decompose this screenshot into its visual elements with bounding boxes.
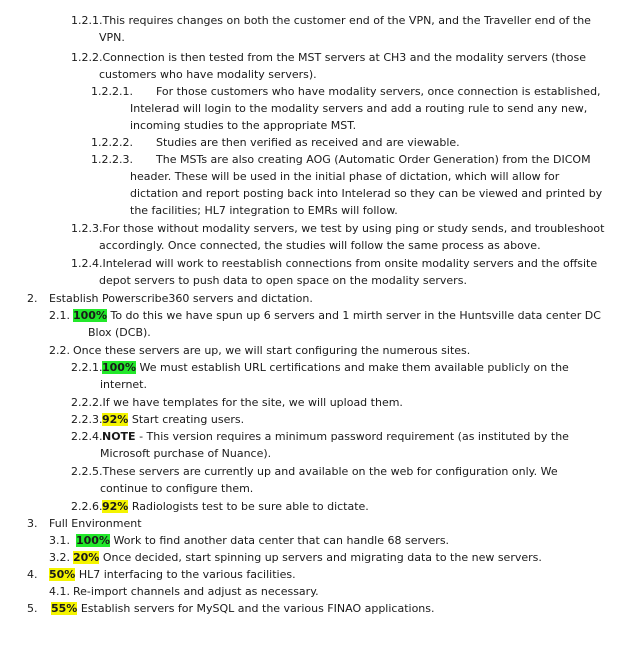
item-number: 1.2.2.2. (91, 136, 133, 149)
item-text-line: continue to configure them. (100, 482, 254, 495)
list-item-2-2-5 (71, 463, 558, 497)
item-text-line: header. These will be used in the initial phase of dictation, which will allow for (130, 170, 560, 183)
list-item-1-2-2-1 (91, 83, 601, 134)
item-text-line: VPN. (99, 31, 125, 44)
item-number: 1.2.2. (71, 51, 103, 64)
item-number: 2.2.5. (71, 465, 103, 478)
list-item-2-1 (49, 307, 601, 341)
progress-badge: 92% (102, 413, 129, 426)
item-number: 2.2.6. (71, 500, 103, 513)
progress-badge: 92% (102, 500, 129, 513)
list-item-1-2-2 (71, 49, 586, 83)
item-text-line: These servers are currently up and available on the web for configuration only. We (102, 465, 558, 478)
item-text-line: accordingly. Once connected, the studies will follow the same process as above. (99, 239, 541, 252)
list-item-1-2-2-3 (91, 151, 602, 219)
progress-badge: 20% (73, 551, 100, 564)
item-text-line: Once decided, start spinning up servers and migrating data to the new servers. (102, 551, 542, 564)
item-text-line: HL7 interfacing to the various facilities. (78, 568, 296, 581)
item-text-line: This requires changes on both the customer end of the VPN, and the Traveller end of the (102, 14, 591, 27)
note-label: NOTE (102, 430, 136, 443)
list-item-1-2-3 (71, 220, 604, 254)
list-item-1-2-4 (71, 255, 597, 289)
item-number: 3. (27, 517, 38, 530)
item-text-line: Blox (DCB). (88, 326, 151, 339)
item-text-line: For those without modality servers, we test by using ping or study sends, and troubleshoot (102, 222, 605, 235)
item-text-line: Establish Powerscribe360 servers and dictation. (49, 292, 313, 305)
item-number: 2.2.4. (71, 430, 103, 443)
list-item-2 (27, 290, 313, 307)
item-number: 2.2. (49, 344, 70, 357)
item-text-line: Microsoft purchase of Nuance). (100, 447, 272, 460)
item-number: 2.2.1. (71, 361, 103, 374)
list-item-2-2-4 (71, 428, 569, 462)
item-number: 3.1. (49, 534, 70, 547)
item-text-line: We must establish URL certifications and make them available publicly on the (139, 361, 569, 374)
item-number: 2. (27, 292, 38, 305)
item-text-line: depot servers to push data to open space on the modality servers. (99, 274, 467, 287)
item-text-line: The MSTs are also creating AOG (Automatic Order Generation) from the DICOM (156, 153, 591, 166)
list-item-2-2-1 (71, 359, 569, 393)
list-item-4 (27, 566, 296, 583)
item-text-line: dictation and report posting back into Intelerad so they can be viewed and printed by (130, 187, 603, 200)
item-text-line: To do this we have spun up 6 servers and 1 mirth server in the Huntsville data center DC (110, 309, 601, 322)
progress-badge: 55% (51, 602, 78, 615)
progress-badge: 100% (76, 534, 110, 547)
item-text-line: the facilities; HL7 integration to EMRs will follow. (130, 204, 398, 217)
item-number: 2.2.3. (71, 413, 103, 426)
item-number: 1.2.4. (71, 257, 103, 270)
list-item-5 (27, 600, 435, 617)
progress-badge: 100% (102, 361, 136, 374)
item-text-line: Re-import channels and adjust as necessary. (73, 585, 319, 598)
item-number: 3.2. (49, 551, 70, 564)
item-text-line: For those customers who have modality servers, once connection is established, (156, 85, 601, 98)
item-text-line: - This version requires a minimum password requirement (as instituted by the (139, 430, 569, 443)
list-item-2-2 (49, 342, 470, 359)
item-text-line: If we have templates for the site, we will upload them. (102, 396, 403, 409)
item-text-line: Work to find another data center that can handle 68 servers. (113, 534, 450, 547)
list-item-1-2-1 (71, 12, 591, 46)
list-item-1-2-2-2 (91, 134, 460, 151)
list-item-2-2-3 (71, 411, 244, 428)
item-text-line: Intelerad will work to reestablish connections from onsite modality servers and the offsite (102, 257, 598, 270)
progress-badge: 100% (73, 309, 107, 322)
list-item-3-1 (49, 532, 449, 549)
item-text-line: Once these servers are up, we will start configuring the numerous sites. (73, 344, 471, 357)
item-number: 1.2.2.3. (91, 153, 133, 166)
list-item-4-1 (49, 583, 319, 600)
item-text-line: incoming studies to the appropriate MST. (130, 119, 357, 132)
item-text-line: Full Environment (49, 517, 142, 530)
item-number: 4. (27, 568, 38, 581)
item-text-line: Intelerad will login to the modality servers and add a routing rule to send any new, (130, 102, 588, 115)
item-text-line: Establish servers for MySQL and the various FINAO applications. (80, 602, 435, 615)
item-number: 2.2.2. (71, 396, 103, 409)
item-text-line: internet. (100, 378, 147, 391)
item-text-line: Studies are then verified as received and are viewable. (156, 136, 460, 149)
item-number: 1.2.2.1. (91, 85, 133, 98)
list-item-2-2-6 (71, 498, 369, 515)
item-number: 5. (27, 602, 38, 615)
list-item-3 (27, 515, 142, 532)
item-number: 2.1. (49, 309, 70, 322)
item-text-line: Connection is then tested from the MST servers at CH3 and the modality servers (those (102, 51, 586, 64)
item-text-line: Radiologists test to be sure able to dictate. (131, 500, 369, 513)
item-number: 1.2.3. (71, 222, 103, 235)
list-item-2-2-2 (71, 394, 403, 411)
item-number: 1.2.1. (71, 14, 103, 27)
list-item-3-2 (49, 549, 542, 566)
item-number: 4.1. (49, 585, 70, 598)
progress-badge: 50% (49, 568, 76, 581)
item-text-line: Start creating users. (131, 413, 245, 426)
item-text-line: customers who have modality servers). (99, 68, 317, 81)
